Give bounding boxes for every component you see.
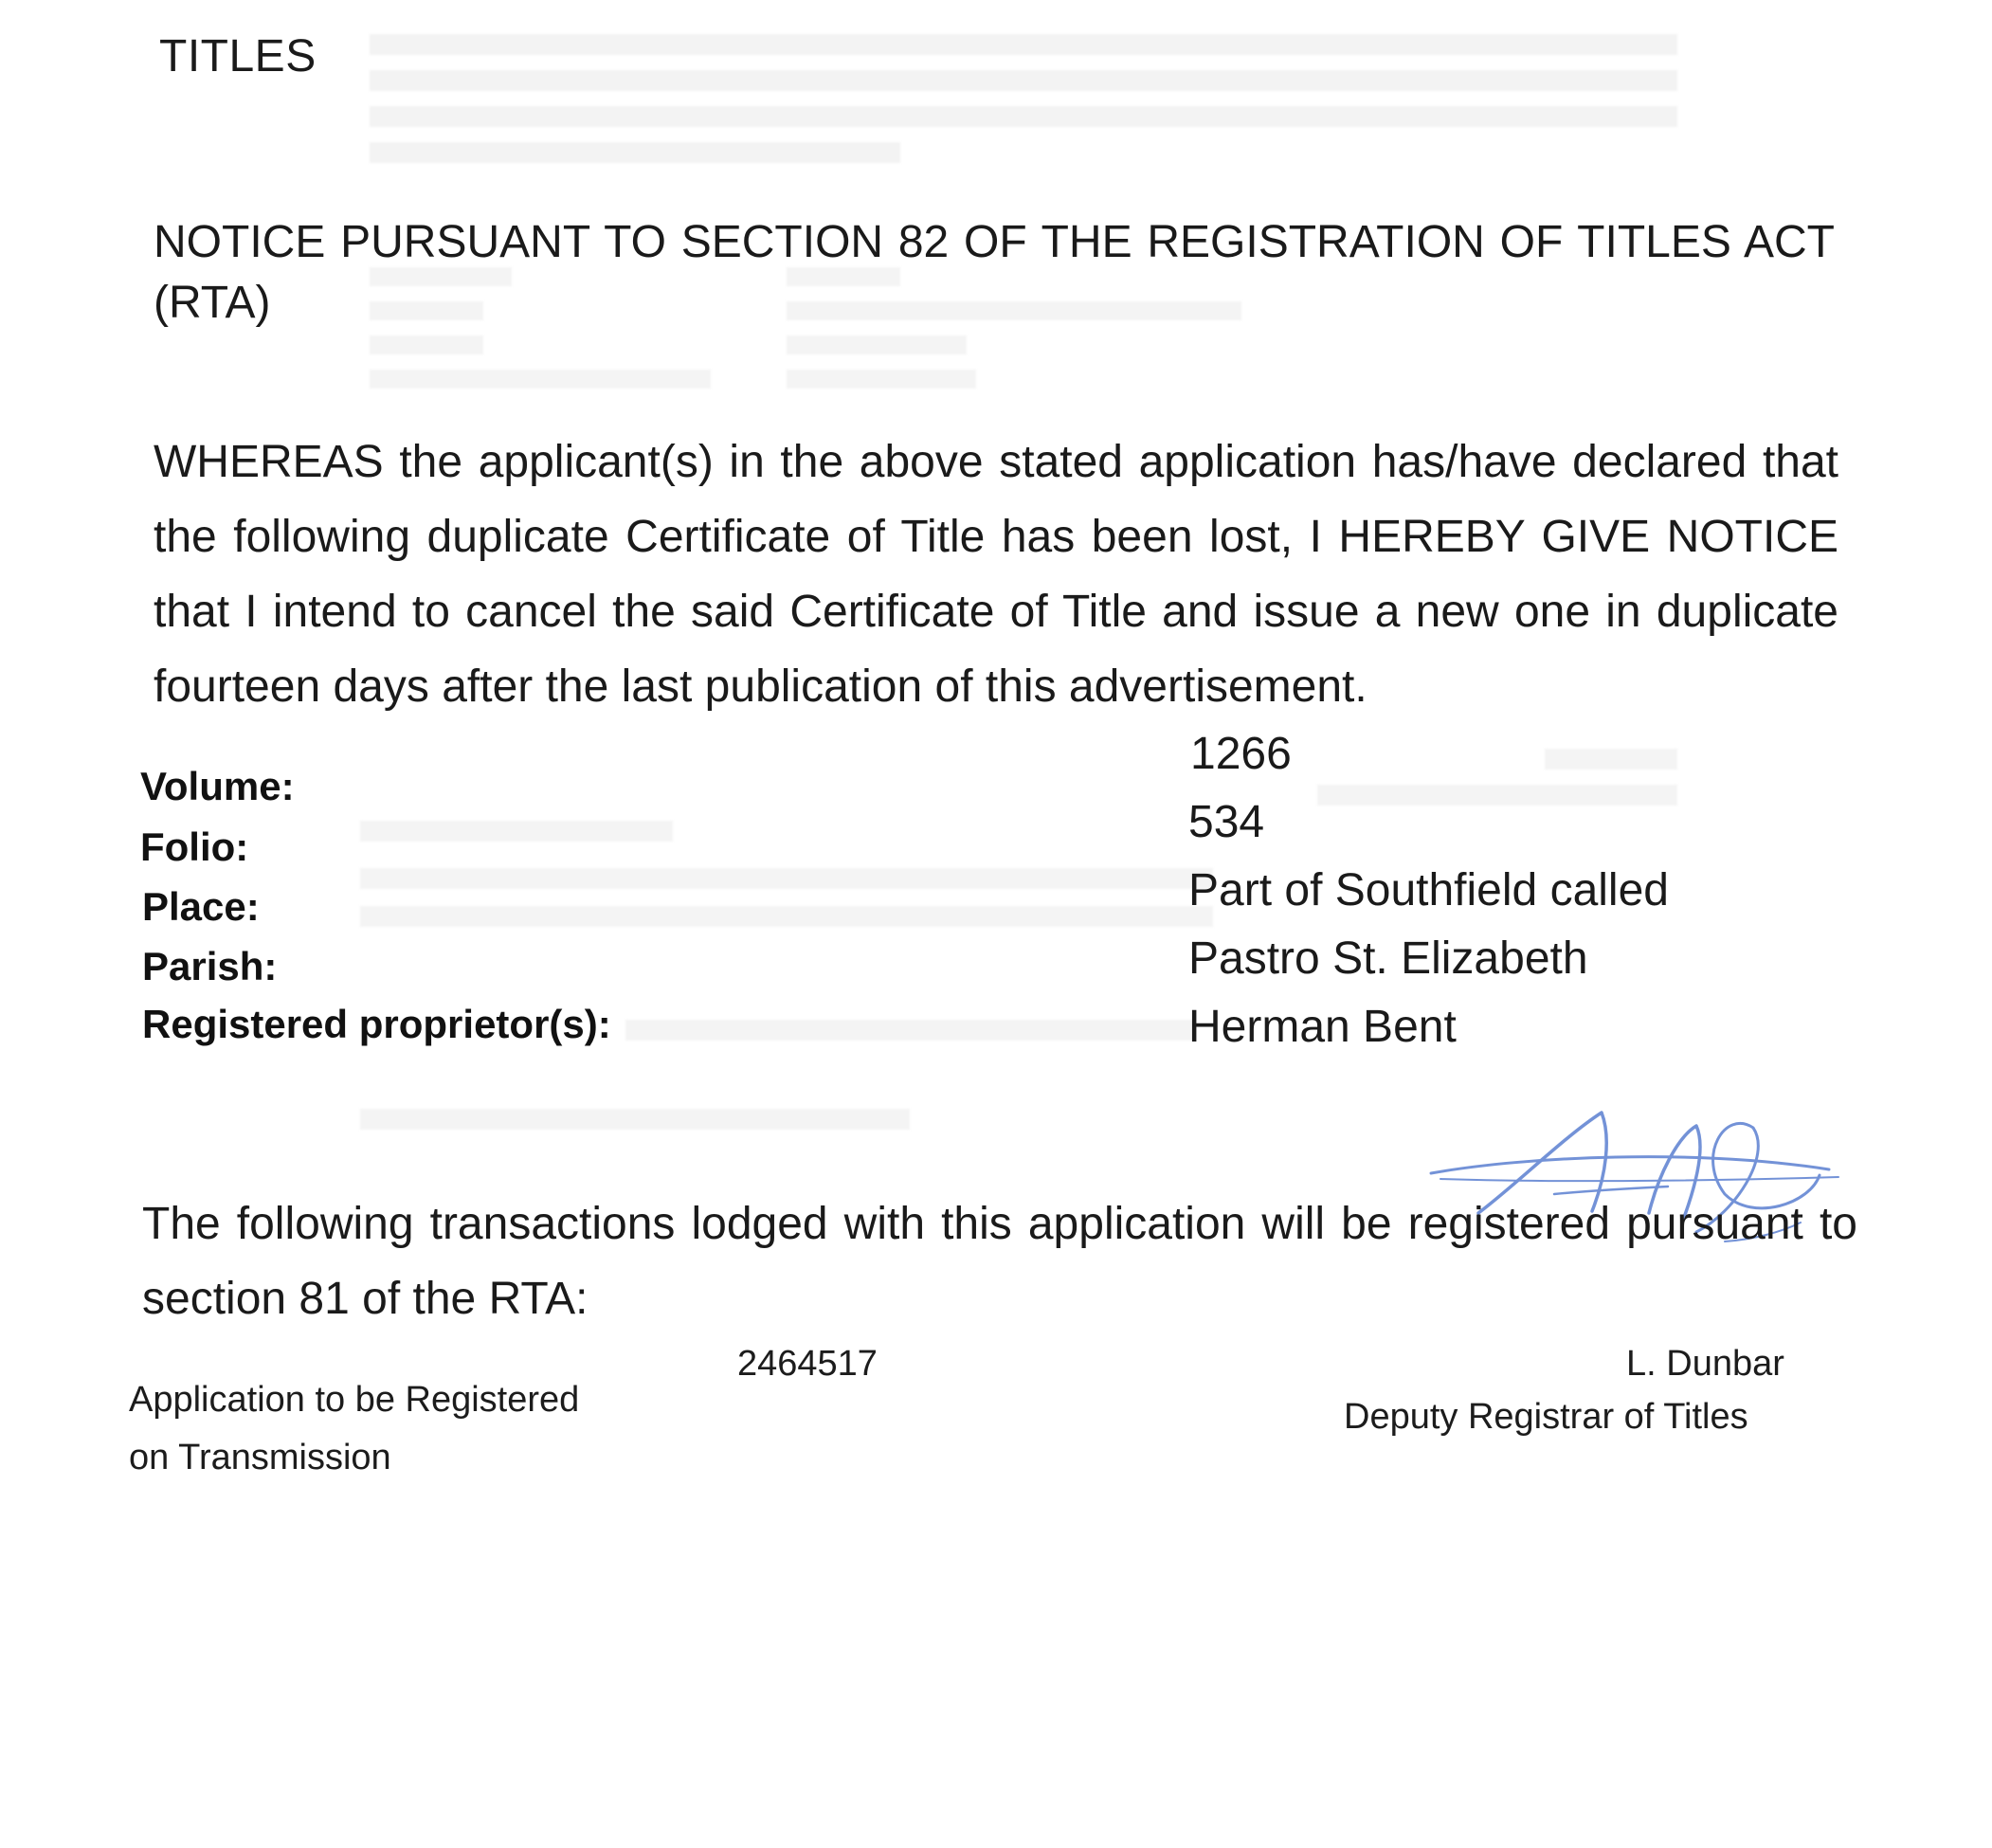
folio-label: Folio: [140,824,249,869]
transaction-type-line2: on Transmission [129,1438,391,1477]
place-label: Place: [142,884,260,929]
transaction-type-line1: Application to be Registered [129,1380,580,1420]
proprietor-label: Registered proprietor(s): [142,1002,611,1046]
transaction-number: 2464517 [737,1344,878,1384]
signatory-name: L. Dunbar [1626,1344,1784,1384]
volume-label: Volume: [140,764,295,808]
parish-value: Pastro St. Elizabeth [1188,933,1588,984]
volume-value: 1266 [1190,729,1292,779]
notice-title: NOTICE PURSUANT TO SECTION 82 OF THE REGISTRATION OF TITLES ACT (RTA) [154,217,1835,328]
section-heading: TITLES [159,31,317,82]
signatory-title: Deputy Registrar of Titles [1344,1397,1748,1437]
folio-value: 534 [1188,797,1265,847]
place-value: Part of Southfield called [1188,865,1669,915]
whereas-paragraph: WHEREAS the applicant(s) in the above stated application has/have declared that the following duplicate Certificate of Title has been lost, I HEREBY GIVE NOTICE that I intend to cancel the said Certificate of Title and issue a new one in duplicate fourteen days after the last publication of this advertisement. [154,437,1838,712]
transactions-paragraph: The following transactions lodged with this application will be registered pursuant to section 81 of the RTA: [142,1199,1857,1324]
proprietor-value: Herman Bent [1188,1002,1457,1052]
parish-label: Parish: [142,944,278,988]
